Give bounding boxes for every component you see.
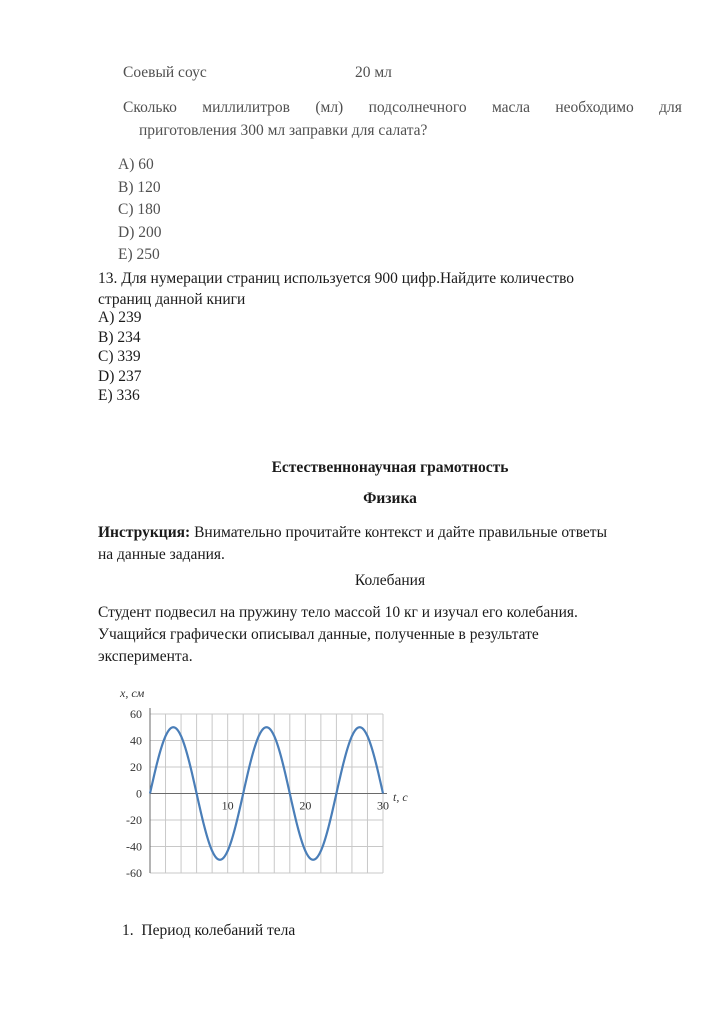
task-1-number: 1. [122, 922, 134, 939]
word: Сколько [123, 99, 177, 116]
topic-title: Колебания [354, 572, 426, 589]
instruction-text: Внимательно прочитайте контекст и дайте правильные ответы [190, 524, 607, 541]
word: подсолнечного [368, 99, 467, 116]
sauce-label: Соевый соус [123, 64, 207, 81]
x-tick-labels [222, 799, 389, 813]
word: миллилитров [202, 99, 290, 116]
option-c: C) 339 [98, 348, 141, 365]
y-tick-labels [126, 707, 142, 880]
word: (мл) [315, 99, 344, 116]
option-e: E) 250 [118, 246, 160, 263]
option-d: D) 237 [98, 367, 142, 385]
subject-title: Физика [363, 490, 417, 507]
context-line: Учащийся графически описывал данные, полученные в результате [98, 626, 539, 643]
x-tick-label: 30 [377, 798, 389, 813]
option-a: A) 239 [98, 309, 142, 326]
word: необходимо [555, 99, 634, 116]
x-axis-label: t, c [393, 790, 408, 804]
y-tick-label: -60 [126, 866, 142, 880]
section-title: Естественнонаучная грамотность [271, 459, 509, 476]
y-tick-label: 60 [130, 707, 142, 721]
y-tick-label: 40 [130, 733, 142, 748]
sauce-value: 20 мл [355, 64, 392, 81]
instruction-line2: на данные задания. [98, 546, 225, 563]
instruction-label: Инструкция: [98, 524, 191, 541]
task-1 [122, 922, 295, 940]
option-c: C) 180 [118, 201, 161, 218]
x-tick-label: 20 [299, 798, 312, 813]
y-axis-label: x, см [120, 686, 145, 700]
option-d: D) 200 [118, 223, 162, 241]
x-tick-label: 10 [221, 798, 234, 813]
y-tick-label: 20 [130, 760, 142, 774]
option-b: B) 120 [118, 178, 161, 196]
word: для [659, 99, 682, 116]
context-line: эксперимента. [98, 648, 193, 665]
context-line: Студент подвесил на пружину тело массой 10 кг и изучал его колебания. [98, 604, 578, 621]
option-a: A) 60 [118, 156, 154, 173]
option-e: E) 336 [98, 387, 140, 404]
y-tick-label: -40 [126, 839, 142, 854]
q13-line2: страниц данной книги [98, 291, 246, 308]
task-1-text: Период колебаний тела [141, 922, 296, 939]
y-tick-label: 0 [136, 786, 142, 801]
word: масла [491, 99, 531, 116]
option-b: B) 234 [98, 328, 141, 346]
q12-question-line2: приготовления 300 мл заправки для салата? [139, 122, 428, 139]
y-tick-label: -20 [126, 813, 142, 827]
q13-line1: 13. Для нумерации страниц используется 900 цифр.Найдите количество [98, 270, 575, 287]
